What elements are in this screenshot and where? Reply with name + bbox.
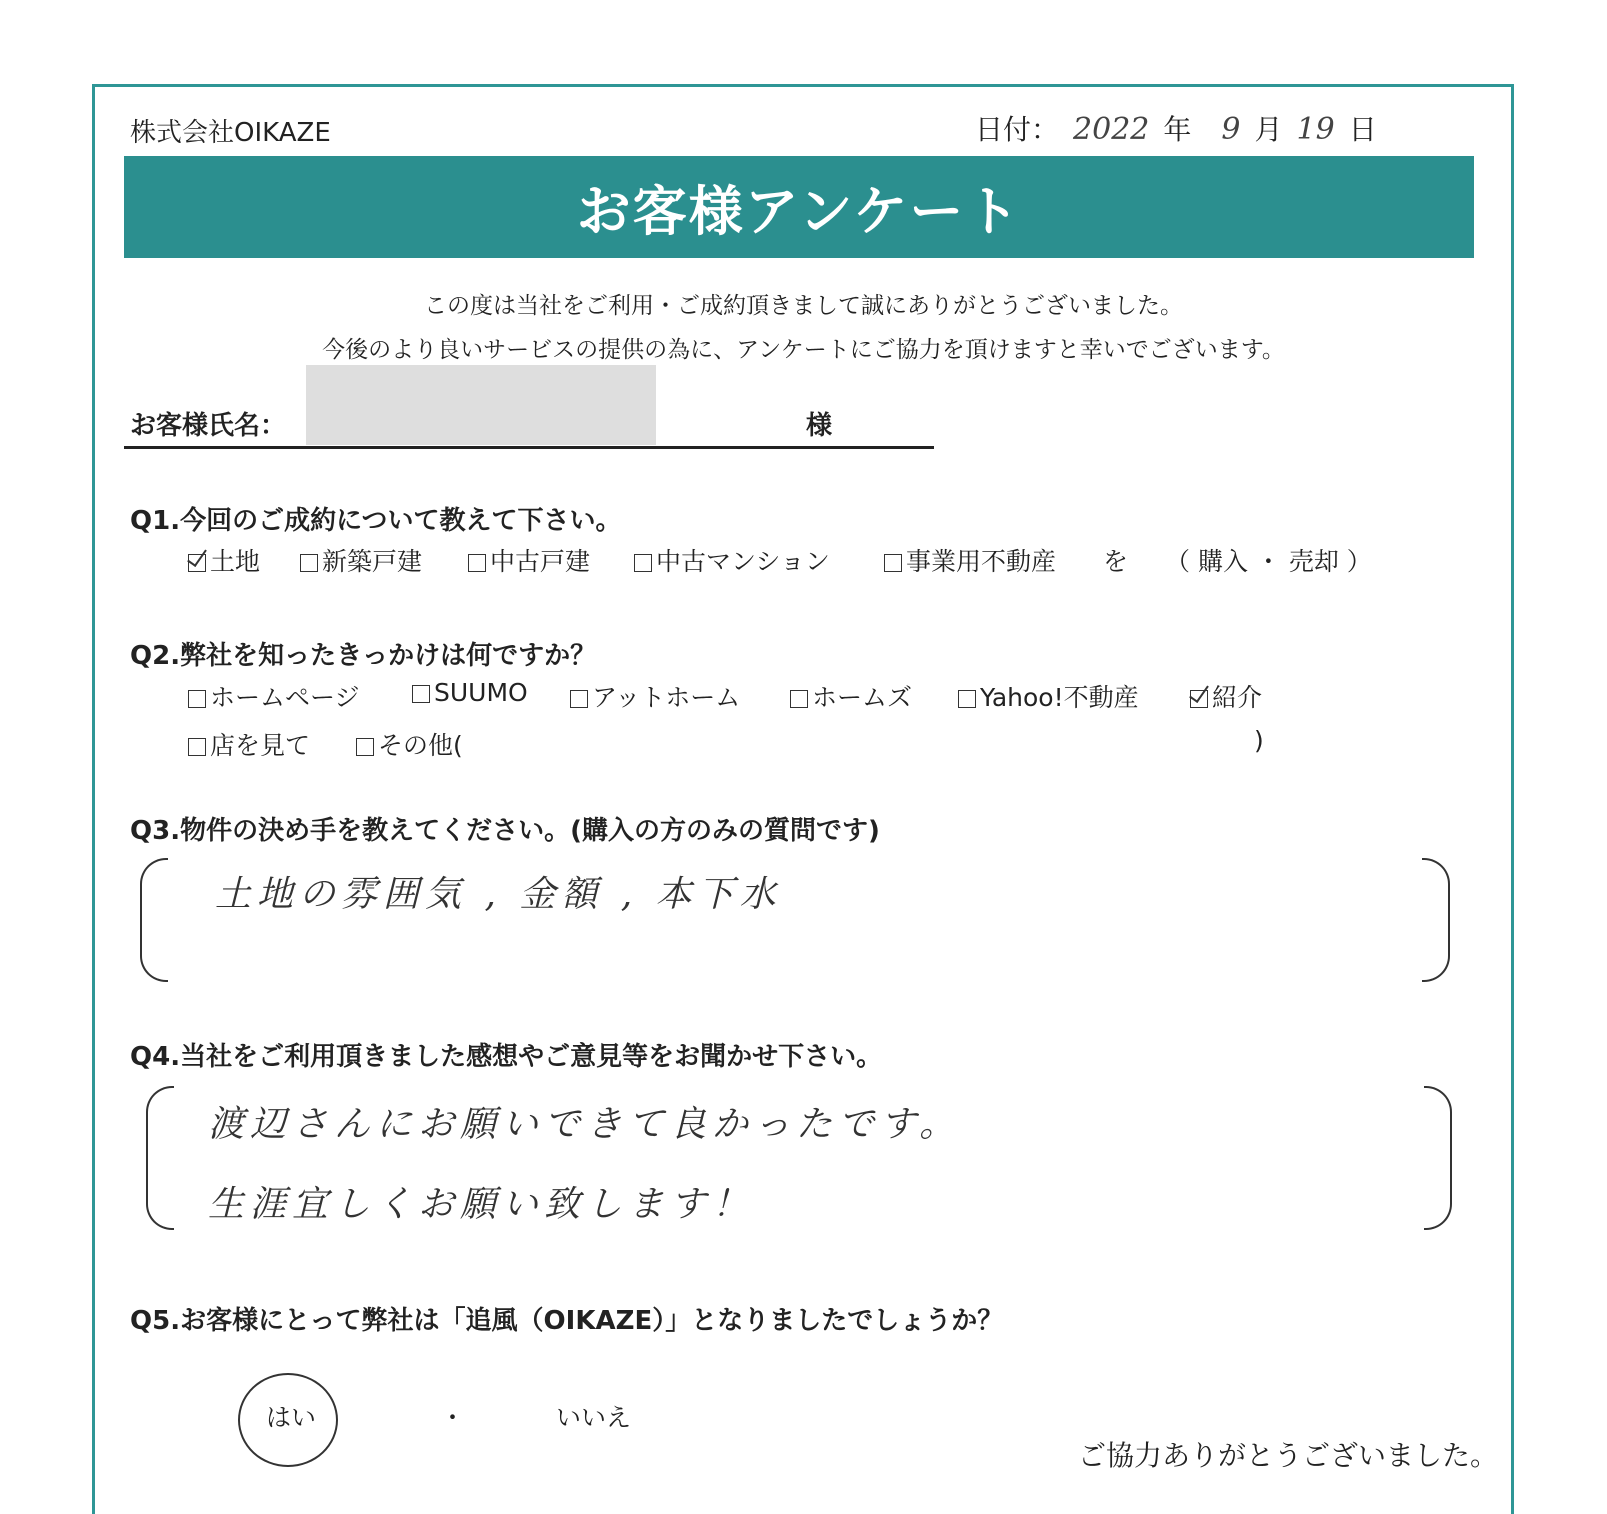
q5-option-yes[interactable]: はい bbox=[266, 1403, 317, 1432]
q2-option-suumo[interactable] bbox=[412, 678, 528, 707]
checkbox-icon[interactable] bbox=[188, 690, 206, 708]
date-day-unit: 日 bbox=[1348, 113, 1377, 146]
checkbox-icon[interactable] bbox=[634, 554, 652, 572]
q2-option-homepage[interactable] bbox=[188, 678, 360, 714]
q1-option-label: 中古マンション bbox=[656, 547, 830, 576]
q1-option-used-mansion[interactable] bbox=[634, 542, 830, 578]
q3-answer-bracket-right bbox=[1422, 858, 1450, 982]
q2-option-yahoo[interactable] bbox=[958, 678, 1139, 714]
intro-line-1: この度は当社をご利用・ご成約頂きまして誠にありがとうございました。 bbox=[424, 293, 1183, 319]
q2-option-referral[interactable] bbox=[1190, 678, 1262, 714]
checkbox-icon[interactable] bbox=[884, 554, 902, 572]
checkbox-icon[interactable] bbox=[188, 738, 206, 756]
q1-particle: を bbox=[1103, 547, 1129, 576]
checkbox-icon[interactable] bbox=[570, 690, 588, 708]
q3-answer: 土地の雰囲気 , 金額 , 本下水 bbox=[215, 874, 782, 915]
q1-option-label: 土地 bbox=[210, 547, 261, 576]
q4-question: Q4.当社をご利用頂きました感想やご意見等をお聞かせ下さい。 bbox=[130, 1042, 883, 1072]
date-label: 日付： bbox=[975, 113, 1060, 146]
q1-option-label: 中古戸建 bbox=[490, 547, 591, 576]
date-year-unit: 年 bbox=[1163, 113, 1192, 146]
q1-option-used-house[interactable] bbox=[468, 542, 590, 578]
q1-option-business-property[interactable] bbox=[884, 542, 1056, 578]
q1-option-new-house[interactable] bbox=[300, 542, 422, 578]
q1-option-label: 新築戸建 bbox=[322, 547, 423, 576]
q2-option-label: ホームページ bbox=[210, 683, 360, 712]
checkbox-icon[interactable] bbox=[468, 554, 486, 572]
q5-question: Q5.お客様にとって弊社は「追風（OIKAZE）」となりましたでしょうか？ bbox=[130, 1306, 1004, 1336]
date-field bbox=[975, 108, 1377, 148]
q2-option-label: 店を見て bbox=[210, 731, 311, 760]
survey-title: お客様アンケート bbox=[576, 179, 1022, 243]
q3-answer-bracket-left bbox=[140, 858, 168, 982]
checkbox-icon[interactable] bbox=[356, 738, 374, 756]
q2-option-label: アットホーム bbox=[592, 683, 741, 712]
q1-question: Q1.今回のご成約について教えて下さい。 bbox=[130, 506, 622, 536]
name-underline bbox=[124, 446, 934, 449]
q2-question: Q2.弊社を知ったきっかけは何ですか？ bbox=[130, 641, 597, 671]
customer-name-redacted bbox=[306, 365, 656, 445]
checkbox-icon[interactable] bbox=[300, 554, 318, 572]
q2-option-homes[interactable] bbox=[790, 678, 912, 714]
q2-other-close-paren: ) bbox=[1254, 726, 1264, 755]
q2-option-label: 紹介 bbox=[1212, 683, 1263, 712]
q2-option-other[interactable] bbox=[356, 726, 463, 762]
q2-option-athome[interactable] bbox=[570, 678, 740, 714]
checkbox-icon[interactable] bbox=[412, 685, 430, 703]
q1-transaction-type: （ 購入 ・ 売却 ） bbox=[1165, 547, 1372, 576]
q4-answer-line-1: 渡辺さんにお願いできて良かったです。 bbox=[208, 1104, 962, 1145]
checkbox-checked-icon[interactable] bbox=[1190, 690, 1208, 708]
customer-honorific: 様 bbox=[806, 411, 833, 441]
q4-answer-bracket-right bbox=[1424, 1086, 1452, 1230]
closing-thanks: ご協力ありがとうございました。 bbox=[1078, 1439, 1499, 1472]
checkbox-icon[interactable] bbox=[790, 690, 808, 708]
q2-option-label: その他( bbox=[378, 731, 463, 760]
q2-option-label: SUUMO bbox=[434, 678, 528, 707]
date-month-unit: 月 bbox=[1254, 113, 1283, 146]
q1-option-land[interactable] bbox=[188, 542, 260, 578]
q4-answer-bracket-left bbox=[146, 1086, 174, 1230]
q2-option-label: Yahoo!不動産 bbox=[980, 683, 1139, 712]
q3-question: Q3.物件の決め手を教えてください。(購入の方のみの質問です) bbox=[130, 816, 880, 846]
q2-option-store-visit[interactable] bbox=[188, 726, 310, 762]
q4-answer-line-2: 生涯宜しくお願い致します！ bbox=[208, 1184, 755, 1225]
q2-option-label: ホームズ bbox=[812, 683, 913, 712]
company-name: 株式会社OIKAZE bbox=[130, 118, 331, 148]
q1-option-label: 事業用不動産 bbox=[906, 547, 1057, 576]
intro-line-2: 今後のより良いサービスの提供の為に、アンケートにご協力を頂けますと幸いでございます。 bbox=[322, 337, 1285, 363]
q5-separator: ・ bbox=[440, 1403, 466, 1432]
date-year: 2022 bbox=[1073, 112, 1150, 147]
q5-option-no[interactable]: いいえ bbox=[556, 1403, 632, 1432]
date-day: 19 bbox=[1296, 112, 1335, 147]
customer-name-label: お客様氏名： bbox=[130, 411, 287, 441]
checkbox-icon[interactable] bbox=[958, 690, 976, 708]
date-month: 9 bbox=[1221, 112, 1241, 147]
survey-title-banner bbox=[124, 156, 1474, 258]
checkbox-checked-icon[interactable] bbox=[188, 554, 206, 572]
